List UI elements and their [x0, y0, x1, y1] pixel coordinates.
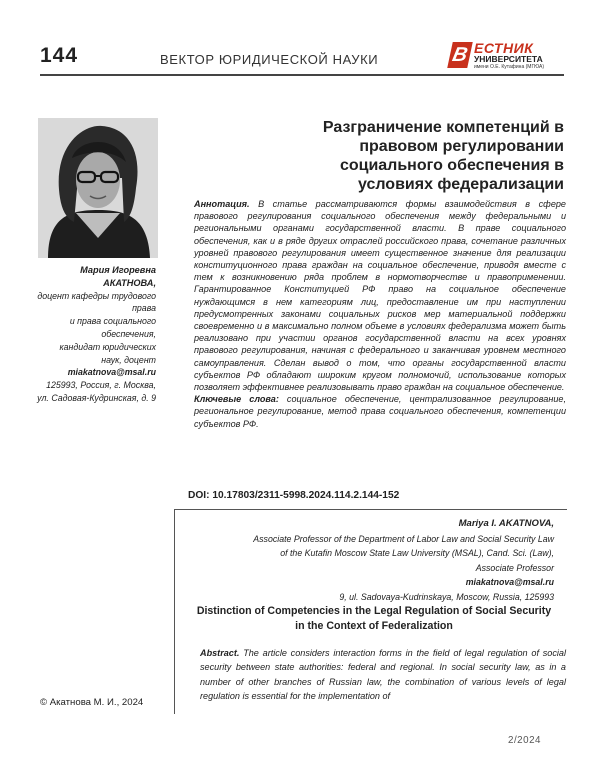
header-divider: [40, 74, 564, 76]
article-title-ru: Разграничение компетенций в правовом регулировании социального обеспечения в условиях федерализации: [322, 119, 564, 193]
abstract-en-label: Abstract.: [200, 648, 240, 658]
abstract-ru-label: Аннотация.: [194, 199, 250, 209]
author-en-line: Associate Professor of the Department of Labor Law and Social Security Law: [253, 533, 554, 544]
journal-logo: [444, 40, 564, 74]
author-en-line: Associate Professor: [475, 562, 554, 573]
author-en-line: of the Kutafin Moscow State Law University (MSAL), Cand. Sci. (Law),: [280, 548, 554, 558]
doi[interactable]: DOI: 10.17803/2311-5998.2024.114.2.144-152: [188, 490, 400, 501]
journal-title: ВЕКТОР ЮРИДИЧЕСКОЙ НАУКИ: [160, 52, 379, 67]
logo-line-1: ЕСТНИК: [474, 40, 534, 56]
author-ru-email[interactable]: miakatnova@msal.ru: [67, 367, 156, 378]
abstract-ru: [194, 198, 566, 430]
logo-line-2: УНИВЕРСИТЕТА: [474, 54, 543, 64]
author-ru-name: Мария Игоревна: [80, 265, 156, 275]
copyright: © Акатнова М. И., 2024: [40, 697, 144, 708]
author-photo: [38, 118, 158, 258]
author-ru-line: наук, доцент: [101, 354, 156, 365]
abstract-ru-text: В статье рассматриваются формы взаимодействия в сфере правового регулирования социального обеспечения между федеральными и региональными органами государственной власти. В праве социального обеспечения, как и в ряде других отраслей российского права, сочетание различных уровней правового регулирования имеет существенное значение для реализации конституционного права граждан на социальное обеспечение, приводя вместе с тем к возникновению ряда проблем в нормотворчестве и правоприменении. Гарантированное Конституцией РФ право на социальное обеспечение нуждающимся в нем категориям лиц, предоставление им при наступлении предусмотренных законами социальных рисков мер материальной поддержки своевременно и в максимально полном объеме в условиях федерализма может быть реализовано при участии органов государственной власти на всех уровнях правового регулирования, начиная с федерального и заканчивая уровнем местного самоуправления. Сделан вывод о том, что органы государственной власти субъектов РФ обладают широким кругом полномочий, использование которых позволяет эффективнее реализовывать право граждан на социальное обеспечение.: [194, 199, 566, 393]
logo-mark: В: [447, 42, 473, 68]
author-ru-line: обеспечения,: [101, 328, 156, 339]
author-ru-line: права: [132, 303, 156, 314]
page-number: 144: [40, 44, 79, 67]
author-en-email[interactable]: miakatnova@msal.ru: [465, 577, 554, 587]
author-en-address: 9, ul. Sadovaya-Kudrinskaya, Moscow, Russia, 125993: [339, 591, 554, 602]
author-ru-address-line: ул. Садовая-Кудринская, д. 9: [37, 392, 156, 403]
author-ru-line: и права социального: [69, 316, 156, 327]
article-title-en: Distinction of Competencies in the Legal Regulation of Social Security in the Context of Federalization: [196, 605, 552, 632]
keywords-ru-text: социальное обеспечение, централизованное регулирование, региональное регулирование, метод права социального обеспечения, компетенции субъектов РФ.: [194, 394, 566, 429]
abstract-en: [200, 646, 566, 703]
issue-number: 2/2024: [508, 735, 541, 746]
author-en-name: Mariya I. AKATNOVA,: [458, 518, 554, 529]
author-ru-address-line: 125993, Россия, г. Москва,: [46, 380, 156, 391]
logo-line-3: имени О.Е. Кутафина (МГЮА): [474, 64, 545, 70]
author-ru-line: доцент кафедры трудового: [37, 290, 156, 301]
author-ru-block: [22, 264, 156, 405]
author-ru-surname: АКАТНОВА,: [103, 277, 156, 288]
abstract-en-text: The article considers interaction forms in the field of legal regulation of social security between state authorities: federal and regional. In social security law, as in a number of other branches of Russian law, the combination of various levels of legal regulation is essential for the implementation of: [200, 648, 566, 701]
keywords-ru-label: Ключевые слова:: [194, 394, 279, 405]
author-en-block: [190, 517, 554, 604]
author-ru-line: кандидат юридических: [59, 341, 156, 352]
